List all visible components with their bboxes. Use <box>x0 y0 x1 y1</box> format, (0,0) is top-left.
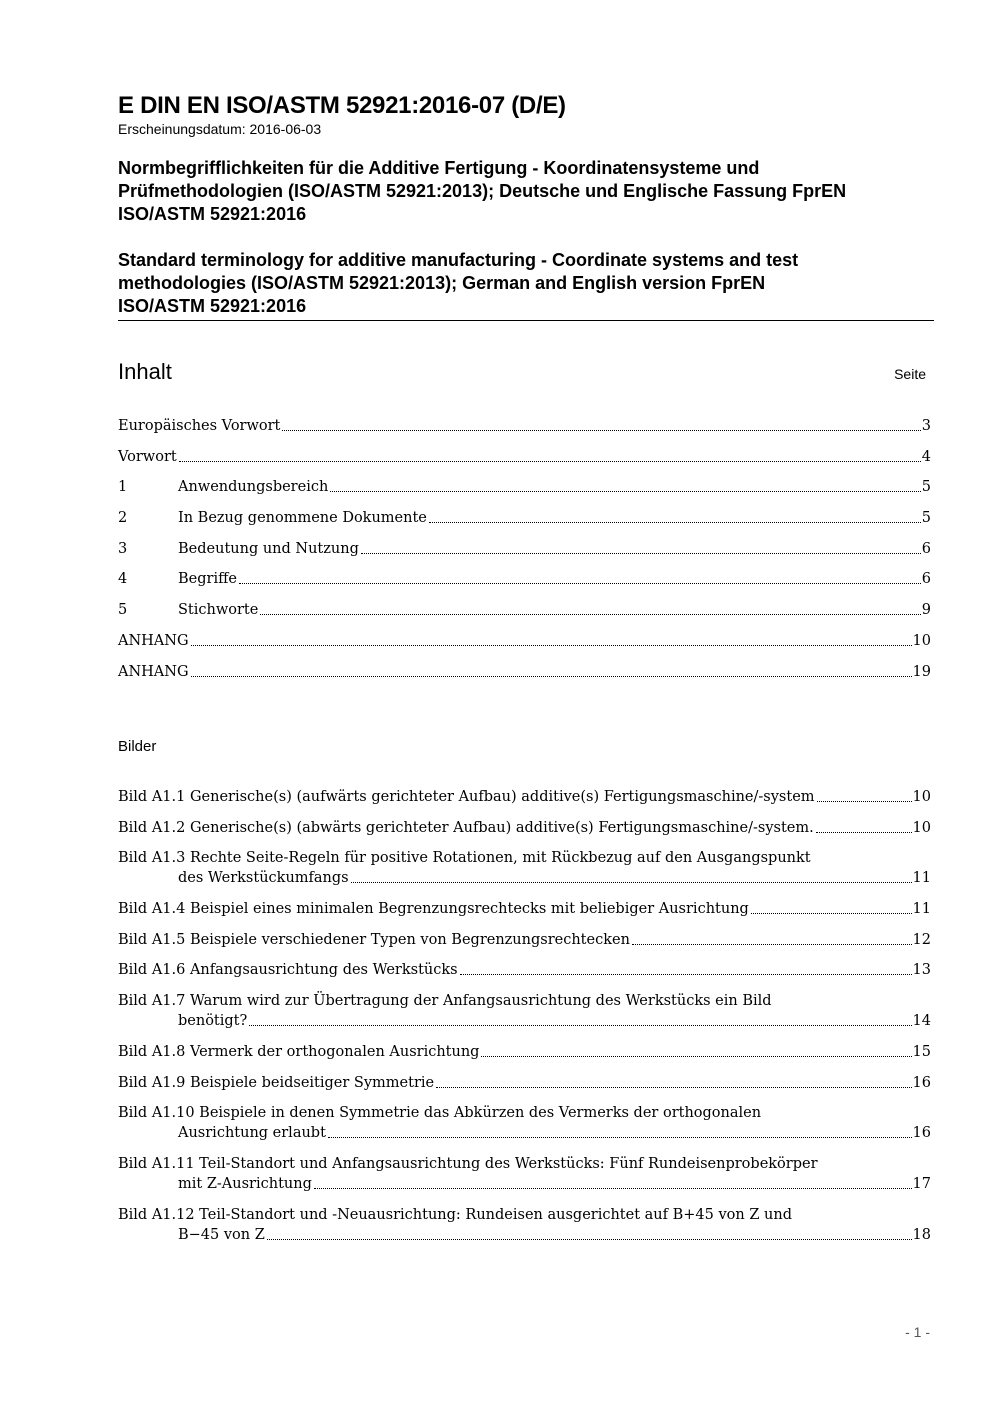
figure-entry-label: Bild A1.9 Beispiele beidseitiger Symmetrie <box>118 1074 435 1091</box>
toc-entry-label: Stichworte <box>178 602 259 619</box>
title-english-line: Standard terminology for additive manufacturing - Coordinate systems and test <box>118 250 799 270</box>
page-column-label: Seite <box>894 366 926 382</box>
figure-entry[interactable] <box>118 1154 931 1194</box>
title-english <box>118 249 934 318</box>
figure-entry-label: Bild A1.8 Vermerk der orthogonalen Ausrichtung <box>118 1043 480 1060</box>
figure-entry-page: 15 <box>912 1043 931 1060</box>
toc-entry[interactable] <box>118 477 931 497</box>
toc-entry-page: 19 <box>912 663 931 680</box>
figure-entry[interactable] <box>118 930 931 950</box>
figure-entry-page: 11 <box>912 901 931 918</box>
dot-leader <box>817 801 912 802</box>
toc-entry-label: Europäisches Vorwort <box>118 418 281 434</box>
toc-entry-page: 9 <box>921 602 931 619</box>
toc-entry-number: 2 <box>118 510 128 527</box>
figure-entry-label: Bild A1.6 Anfangsausrichtung des Werkstücks <box>118 962 458 979</box>
figure-entry-page: 10 <box>912 789 931 805</box>
dot-leader <box>179 461 921 462</box>
figure-entry[interactable] <box>118 1205 931 1245</box>
figure-entry-continuation <box>118 1123 931 1143</box>
title-german-line: ISO/ASTM 52921:2016 <box>118 204 307 224</box>
toc-entry-label: Anwendungsbereich <box>178 479 329 496</box>
figure-entry-label-cont: mit Z-Ausrichtung <box>178 1175 312 1192</box>
toc-entry-label: In Bezug genommene Dokumente <box>178 510 427 527</box>
header-divider <box>118 320 934 321</box>
figure-entry[interactable] <box>118 848 931 888</box>
figure-entry-line <box>118 930 931 950</box>
toc-entry[interactable] <box>118 600 931 620</box>
dot-leader <box>436 1087 911 1088</box>
figure-entry-label: Bild A1.10 Beispiele in denen Symmetrie das Abkürzen des Vermerks der orthogonalen <box>118 1105 762 1122</box>
toc-entry-label: Bedeutung und Nutzung <box>178 540 359 557</box>
title-german <box>118 157 934 226</box>
figure-entry[interactable] <box>118 1103 931 1143</box>
dot-leader <box>751 913 912 914</box>
toc-entry[interactable] <box>118 416 931 436</box>
figure-entry-page: 10 <box>912 819 931 836</box>
figure-entry-label: Bild A1.12 Teil-Standort und -Neuausrichtung: Rundeisen ausgerichtet auf B+45 von Z und <box>118 1206 792 1223</box>
figure-entry-label: Bild A1.1 Generische(s) (aufwärts gerichteter Aufbau) additive(s) Fertigungsmaschine/-system <box>118 789 815 805</box>
dot-leader <box>460 974 912 975</box>
dot-leader <box>260 614 920 615</box>
toc-entry[interactable] <box>118 631 931 651</box>
figure-entry[interactable] <box>118 991 931 1031</box>
toc-entry-page: 6 <box>921 571 931 588</box>
dot-leader <box>191 676 912 677</box>
toc-entry-page: 4 <box>921 448 931 465</box>
figure-entry[interactable] <box>118 818 931 838</box>
dot-leader <box>351 882 912 883</box>
title-german-line: Prüfmethodologien (ISO/ASTM 52921:2013); Deutsche und Englische Fassung FprEN <box>118 181 847 201</box>
toc-entry-page: 10 <box>912 632 931 649</box>
document-title: E DIN EN ISO/ASTM 52921:2016-07 (D/E) <box>118 92 566 119</box>
figure-entry[interactable] <box>118 899 931 919</box>
dot-leader <box>816 832 912 833</box>
dot-leader <box>239 583 921 584</box>
figure-entry-label: Bild A1.4 Beispiel eines minimalen Begrenzungsrechtecks mit beliebiger Ausrichtung <box>118 901 749 918</box>
figures-heading: Bilder <box>118 738 157 755</box>
document-header <box>118 92 934 389</box>
figure-entry-page: 16 <box>912 1125 931 1142</box>
toc-entry[interactable] <box>118 569 931 589</box>
toc-entry[interactable] <box>118 662 931 682</box>
figure-entry-line <box>118 960 931 980</box>
toc-entry[interactable] <box>118 508 931 528</box>
figure-entry-label: Bild A1.7 Warum wird zur Übertragung der Anfangsausrichtung des Werkstücks ein Bild <box>118 993 772 1010</box>
figure-entry-label: Bild A1.11 Teil-Standort und Anfangsausrichtung des Werkstücks: Fünf Rundeisenprobekörper <box>118 1155 818 1172</box>
toc-entry-label: Vorwort <box>118 448 177 465</box>
figure-entry-page: 12 <box>912 931 931 948</box>
figure-entry-page: 11 <box>912 870 931 887</box>
figure-entry-page: 13 <box>912 962 931 979</box>
figure-entry-line <box>118 787 931 807</box>
figure-entry-continuation <box>118 1011 931 1031</box>
dot-leader <box>282 430 920 431</box>
dot-leader <box>249 1025 911 1026</box>
figure-entry-continuation <box>118 1174 931 1194</box>
dot-leader <box>191 645 912 646</box>
dot-leader <box>328 1137 912 1138</box>
dot-leader <box>361 553 921 554</box>
figure-entry-label-cont: des Werkstückumfangs <box>178 870 349 887</box>
publication-date: Erscheinungsdatum: 2016-06-03 <box>118 121 322 137</box>
figure-entry-line <box>118 1073 931 1093</box>
toc-heading: Inhalt <box>118 359 172 384</box>
toc-entry-number: 5 <box>118 602 128 619</box>
toc-entry-page: 3 <box>921 418 931 434</box>
dot-leader <box>481 1056 911 1057</box>
title-english-line: ISO/ASTM 52921:2016 <box>118 296 307 316</box>
title-english-line: methodologies (ISO/ASTM 52921:2013); German and English version FprEN <box>118 273 766 293</box>
toc-entry-number: 1 <box>118 479 128 496</box>
toc-entry-page: 6 <box>921 540 931 557</box>
list-of-figures <box>118 787 931 1255</box>
page-number: - 1 - <box>905 1324 930 1340</box>
figure-entry-label-cont: benötigt? <box>178 1013 248 1030</box>
figure-entry-page: 14 <box>912 1013 931 1030</box>
figure-entry-line <box>118 818 931 838</box>
figure-entry-label-cont: Ausrichtung erlaubt <box>178 1125 326 1142</box>
dot-leader <box>267 1239 912 1240</box>
dot-leader <box>330 491 920 492</box>
figure-entry[interactable] <box>118 960 931 980</box>
figure-entry-page: 17 <box>912 1175 931 1192</box>
figure-entry-line <box>118 899 931 919</box>
toc-entry-label: Begriffe <box>178 571 237 588</box>
table-of-contents <box>118 416 931 692</box>
dot-leader <box>314 1188 912 1189</box>
figure-entry[interactable] <box>118 1042 931 1062</box>
figure-entry[interactable] <box>118 1073 931 1093</box>
toc-entry-label: ANHANG <box>118 663 189 680</box>
figure-entry-page: 16 <box>912 1074 931 1091</box>
figure-entry-continuation <box>118 1225 931 1245</box>
toc-entry-number: 4 <box>118 571 128 588</box>
toc-entry-page: 5 <box>921 510 931 527</box>
figure-entry-line <box>118 1042 931 1062</box>
dot-leader <box>632 944 912 945</box>
toc-heading-row <box>118 359 934 389</box>
toc-entry-label: ANHANG <box>118 632 189 649</box>
toc-entry-page: 5 <box>921 479 931 496</box>
figure-entry[interactable] <box>118 787 931 807</box>
figure-entry-label-cont: B−45 von Z <box>178 1226 265 1243</box>
figure-entry-label: Bild A1.3 Rechte Seite-Regeln für positive Rotationen, mit Rückbezug auf den Ausgangspunkt <box>118 850 811 867</box>
title-german-line: Normbegrifflichkeiten für die Additive Fertigung - Koordinatensysteme und <box>118 158 760 178</box>
toc-entry-number: 3 <box>118 540 128 557</box>
figure-entry-label: Bild A1.5 Beispiele verschiedener Typen von Begrenzungsrechtecken <box>118 931 630 948</box>
toc-entry[interactable] <box>118 539 931 559</box>
toc-entry[interactable] <box>118 447 931 467</box>
dot-leader <box>429 522 921 523</box>
figure-entry-label: Bild A1.2 Generische(s) (abwärts gerichteter Aufbau) additive(s) Fertigungsmaschine/-system. <box>118 819 814 836</box>
figure-entry-page: 18 <box>912 1226 931 1243</box>
figure-entry-continuation <box>118 868 931 888</box>
